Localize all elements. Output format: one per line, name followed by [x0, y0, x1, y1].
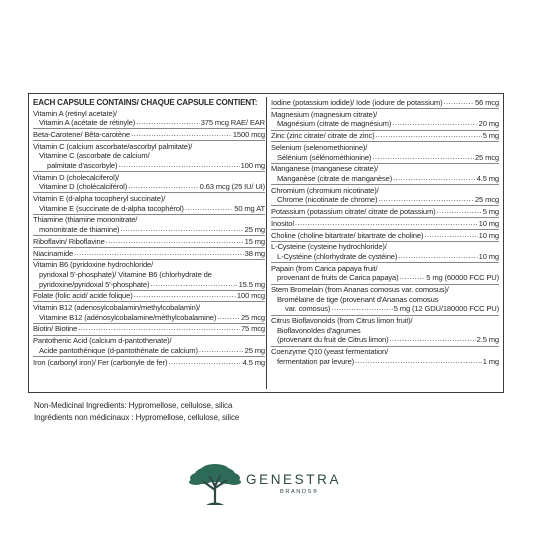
ingredient-amount: 4.5 mg — [242, 357, 265, 367]
ingredient-entry — [271, 285, 499, 314]
ingredient-line — [33, 346, 265, 356]
ingredient-line — [33, 161, 265, 171]
ingredient-entry — [33, 194, 265, 213]
ingredient-line — [33, 280, 265, 290]
ingredient-amount: 10 mg — [478, 252, 499, 261]
ingredient-entry — [33, 109, 265, 128]
ingredient-entry — [33, 260, 265, 289]
ingredient-label: Folate (folic acid/ acide folique) — [33, 291, 133, 301]
ingredient-amount: 5 mg — [482, 207, 499, 217]
dot-leader — [74, 249, 244, 259]
ingredient-amount: 1 mg — [482, 356, 499, 366]
ingredient-entry — [271, 164, 499, 183]
ingredient-label: provenant de fruits de Carica papaya) — [277, 273, 399, 283]
ingredient-line — [271, 316, 499, 326]
brand-logo — [188, 462, 358, 512]
ingredient-line — [33, 215, 265, 225]
non-medicinal-ingredients — [34, 400, 239, 423]
ingredient-label: Magnésium (citrate de magnésium) — [277, 119, 392, 129]
ingredient-line — [271, 110, 499, 120]
ingredient-label: Vitamine E (succinate de d-alpha tocophérol) — [39, 203, 184, 213]
non-medicinal-fr: Ingrédients non médicinaux : Hypromellose, cellulose, silice — [34, 412, 240, 422]
ingredient-label: mononitrate de thiamine) — [39, 224, 120, 234]
ingredient-line — [33, 173, 265, 183]
dot-leader — [437, 207, 482, 217]
non-medicinal-en: Non-Medicinal Ingredients: Hypromellose, cellulose, silica — [34, 401, 233, 410]
ingredient-line — [33, 118, 265, 128]
dot-leader — [393, 174, 476, 184]
ingredient-line — [271, 143, 499, 153]
ingredient-label: Iron (carbonyl iron)/ Fer (carbonyle de fer) — [33, 357, 168, 367]
ingredient-amount: 25 mg — [244, 224, 265, 234]
ingredient-label: Chromium (chromium nicotinate)/ — [271, 185, 379, 195]
ingredient-line — [271, 174, 499, 184]
ingredient-line — [33, 336, 265, 346]
ingredient-label: Zinc (zinc citrate/ citrate de zinc) — [271, 131, 375, 141]
ingredient-line — [33, 358, 265, 368]
dot-leader — [136, 118, 200, 128]
dot-leader — [120, 225, 243, 235]
ingredient-amount: 2.5 mg — [476, 335, 499, 345]
ingredient-amount: 4.5 mg — [476, 173, 499, 183]
dot-leader — [217, 313, 240, 323]
dot-leader — [128, 182, 199, 192]
ingredient-label: Bromélaïne de tige (provenant d'Ananas comosus — [277, 294, 439, 304]
dot-leader — [375, 131, 481, 141]
ingredient-label: Biotin/ Biotine — [33, 324, 78, 334]
ingredient-amount: 75 mcg — [240, 324, 265, 334]
ingredient-label: Vitamine B12 (adénosylcobalamine/méthylcobalamine) — [39, 312, 217, 322]
ingredient-line — [33, 260, 265, 270]
ingredients-right-column — [271, 98, 499, 366]
ingredient-line — [271, 304, 499, 314]
dot-leader — [199, 346, 244, 356]
ingredient-amount: 10 mg — [478, 218, 499, 228]
ingredient-label: Vitamin D (cholecalciferol)/ — [33, 172, 119, 182]
ingredient-entry — [271, 131, 499, 141]
ingredient-line — [271, 164, 499, 174]
ingredient-line — [33, 237, 265, 247]
dot-leader — [390, 335, 476, 345]
ingredient-entry — [33, 303, 265, 322]
supplement-facts-panel — [28, 93, 504, 393]
ingredient-line — [271, 242, 499, 252]
ingredient-entry — [33, 291, 265, 301]
ingredient-label: Manganèse (citrate de manganèse) — [277, 173, 393, 183]
ingredient-line — [33, 109, 265, 119]
brand-name: GENESTRA — [246, 472, 342, 487]
ingredient-line — [271, 186, 499, 196]
ingredient-line — [33, 249, 265, 259]
ingredient-label: Choline (choline bitartrate/ bitartrate de choline) — [271, 230, 424, 240]
dot-leader — [400, 273, 426, 283]
ingredient-line — [271, 264, 499, 274]
ingredient-label: Thiamine (thiamine mononitrate/ — [33, 215, 138, 225]
ingredient-line — [33, 151, 265, 161]
ingredient-label: L-Cystéine (chlorhydrate de cystéine) — [277, 252, 398, 261]
ingredient-entry — [271, 219, 499, 229]
dot-leader — [118, 161, 239, 171]
ingredient-line — [33, 225, 265, 235]
dot-leader — [168, 358, 241, 368]
ingredient-entry — [33, 215, 265, 234]
ingredient-label: Stem Bromelain (from Ananas comosus var. comosus)/ — [271, 285, 449, 295]
ingredient-amount: 5 mg — [482, 131, 499, 141]
column-divider — [266, 97, 267, 389]
ingredient-line — [271, 326, 499, 336]
ingredient-label: Bioflavonoïdes d'agrumes — [277, 325, 361, 335]
ingredient-line — [33, 130, 265, 140]
ingredient-line — [271, 347, 499, 357]
ingredient-label: pyridoxine/pyridoxal 5'-phosphate) — [39, 279, 150, 289]
ingredient-label: Sélénium (sélénométhionine) — [277, 152, 372, 162]
ingredient-label: Acide pantothénique (d-pantothénate de calcium) — [39, 345, 198, 355]
dot-leader — [392, 119, 477, 129]
ingredient-entry — [33, 173, 265, 192]
ingredient-label: Riboflavin/ Riboflavine — [33, 236, 105, 246]
ingredient-amount: 25 mcg — [240, 312, 265, 322]
ingredient-line — [33, 303, 265, 313]
ingredient-label: Vitamin B6 (pyridoxine hydrochloride/ — [33, 260, 154, 270]
panel-heading: EACH CAPSULE CONTAINS/ CHAQUE CAPSULE CONTIENT: — [33, 98, 258, 107]
ingredient-line — [33, 182, 265, 192]
ingredient-entry — [271, 98, 499, 108]
ingredient-line — [33, 270, 265, 280]
ingredient-label: Manganese (manganese citrate)/ — [271, 164, 378, 174]
ingredient-amount: 25 mcg — [474, 152, 499, 162]
ingredient-amount: 15.5 mg — [238, 279, 265, 289]
ingredient-line — [271, 273, 499, 283]
ingredient-label: var. comosus) — [285, 304, 331, 314]
ingredient-line — [271, 98, 499, 108]
ingredient-amount: 15 mg — [244, 236, 265, 246]
ingredient-line — [271, 357, 499, 367]
ingredient-label: Vitamine C (ascorbate de calcium/ — [39, 151, 150, 161]
dot-leader — [378, 195, 474, 205]
ingredient-line — [271, 252, 499, 262]
ingredient-label: Citrus Bioflavonoids (from Citrus limon fruit)/ — [271, 316, 413, 326]
ingredient-label: Potassium (potassium citrate/ citrate de potassium) — [271, 207, 436, 217]
ingredient-entry — [271, 143, 499, 162]
ingredient-line — [33, 313, 265, 323]
ingredient-label: Papain (from Carica papaya fruit/ — [271, 263, 378, 273]
ingredient-line — [271, 219, 499, 229]
ingredient-line — [271, 131, 499, 141]
ingredient-entry — [271, 316, 499, 345]
ingredient-label: L-Cysteine (cysteine hydrochloride)/ — [271, 242, 387, 252]
ingredient-amount: 50 mg AT — [234, 203, 265, 213]
ingredient-entry — [33, 336, 265, 355]
ingredient-label: fermentation par levure) — [277, 356, 355, 366]
ingredient-label: Niacinamide — [33, 248, 74, 258]
ingredient-label: Coenzyme Q10 (yeast fermentation/ — [271, 347, 389, 357]
ingredient-line — [271, 285, 499, 295]
ingredient-label: Vitamine D (cholécalciférol) — [39, 182, 128, 192]
ingredient-entry — [271, 347, 499, 366]
dot-leader — [134, 291, 236, 301]
ingredient-line — [33, 204, 265, 214]
ingredient-entry — [271, 264, 499, 283]
ingredient-entry — [33, 142, 265, 171]
ingredient-label: Vitamin E (d-alpha tocopheryl succinate)/ — [33, 194, 166, 203]
ingredient-line — [33, 324, 265, 334]
ingredient-line — [33, 194, 265, 204]
ingredient-label: Vitamin C (calcium ascorbate/ascorbyl palmitate)/ — [33, 141, 193, 151]
ingredient-amount: 10 mg — [478, 230, 499, 240]
ingredient-entry — [33, 358, 265, 368]
dot-leader — [131, 130, 232, 140]
ingredient-label: Chrome (nicotinate de chrome) — [277, 195, 378, 205]
ingredient-line — [33, 142, 265, 152]
ingredient-line — [271, 195, 499, 205]
ingredient-amount: 375 mcg RAE/ EAR — [200, 118, 265, 128]
dot-leader — [295, 219, 478, 229]
ingredient-label: Iodine (potassium iodide)/ Iode (iodure de potassium) — [271, 98, 443, 107]
ingredient-label: Vitamin A (retinyl acetate)/ — [33, 108, 117, 118]
ingredient-amount: 38 mg — [244, 248, 265, 258]
dot-leader — [185, 204, 233, 214]
ingredient-label: Inositol — [271, 218, 294, 228]
ingredient-label: pyridoxal 5'-phosphate)/ Vitamine B6 (chlorhydrate de — [39, 269, 212, 279]
ingredient-amount: 100 mg — [240, 160, 265, 170]
ingredient-amount: 20 mg — [478, 119, 499, 129]
dot-leader — [355, 357, 482, 367]
ingredient-entry — [33, 324, 265, 334]
ingredient-amount: 25 mcg — [474, 195, 499, 205]
ingredient-line — [271, 295, 499, 305]
dot-leader — [78, 324, 240, 334]
ingredients-left-column — [33, 98, 265, 367]
ingredient-line — [271, 119, 499, 129]
ingredient-label: Pantothenic Acid (calcium d-pantothenate)/ — [33, 336, 172, 346]
dot-leader — [443, 98, 474, 108]
ingredient-entry — [33, 237, 265, 247]
ingredient-label: palmitate d'ascorbyle) — [47, 160, 118, 170]
ingredient-entry — [271, 242, 499, 261]
tree-icon — [188, 462, 242, 508]
dot-leader — [372, 153, 474, 163]
brand-sub: BRANDS® — [280, 489, 319, 495]
ingredient-entry — [271, 186, 499, 205]
ingredient-line — [271, 231, 499, 241]
ingredient-amount: 0.63 mcg (25 IU/ UI) — [199, 182, 265, 192]
dot-leader — [424, 231, 477, 241]
ingredient-label: Beta-Carotene/ Bêta-carotène — [33, 129, 131, 139]
ingredient-line — [33, 291, 265, 301]
dot-leader — [398, 252, 477, 262]
dot-leader — [106, 237, 244, 247]
ingredient-line — [271, 207, 499, 217]
ingredient-amount: 5 mg (12 GDU/180000 FCC PU) — [393, 304, 499, 314]
dot-leader — [331, 304, 392, 314]
ingredient-amount: 56 mcg — [474, 98, 499, 107]
ingredient-label: Magnesium (magnesium citrate)/ — [271, 109, 378, 119]
ingredient-entry — [271, 110, 499, 129]
ingredient-label: Vitamin A (acétate de rétinyle) — [39, 118, 136, 128]
ingredient-entry — [33, 249, 265, 259]
dot-leader — [150, 280, 237, 290]
ingredient-entry — [33, 130, 265, 140]
ingredient-label: Vitamin B12 (adenosylcobalamin/methylcobalamin)/ — [33, 303, 200, 313]
ingredient-amount: 25 mg — [244, 345, 265, 355]
ingredient-amount: 1500 mcg — [232, 129, 265, 139]
ingredient-label: Selenium (selenomethionine)/ — [271, 142, 368, 152]
ingredient-amount: 5 mg (60000 FCC PU) — [426, 273, 499, 283]
ingredient-entry — [271, 231, 499, 241]
ingredient-entry — [271, 207, 499, 217]
ingredient-label: (provenant du fruit de Citrus limon) — [277, 335, 389, 345]
ingredient-amount: 100 mcg — [236, 291, 265, 301]
ingredient-line — [271, 335, 499, 345]
ingredient-line — [271, 153, 499, 163]
